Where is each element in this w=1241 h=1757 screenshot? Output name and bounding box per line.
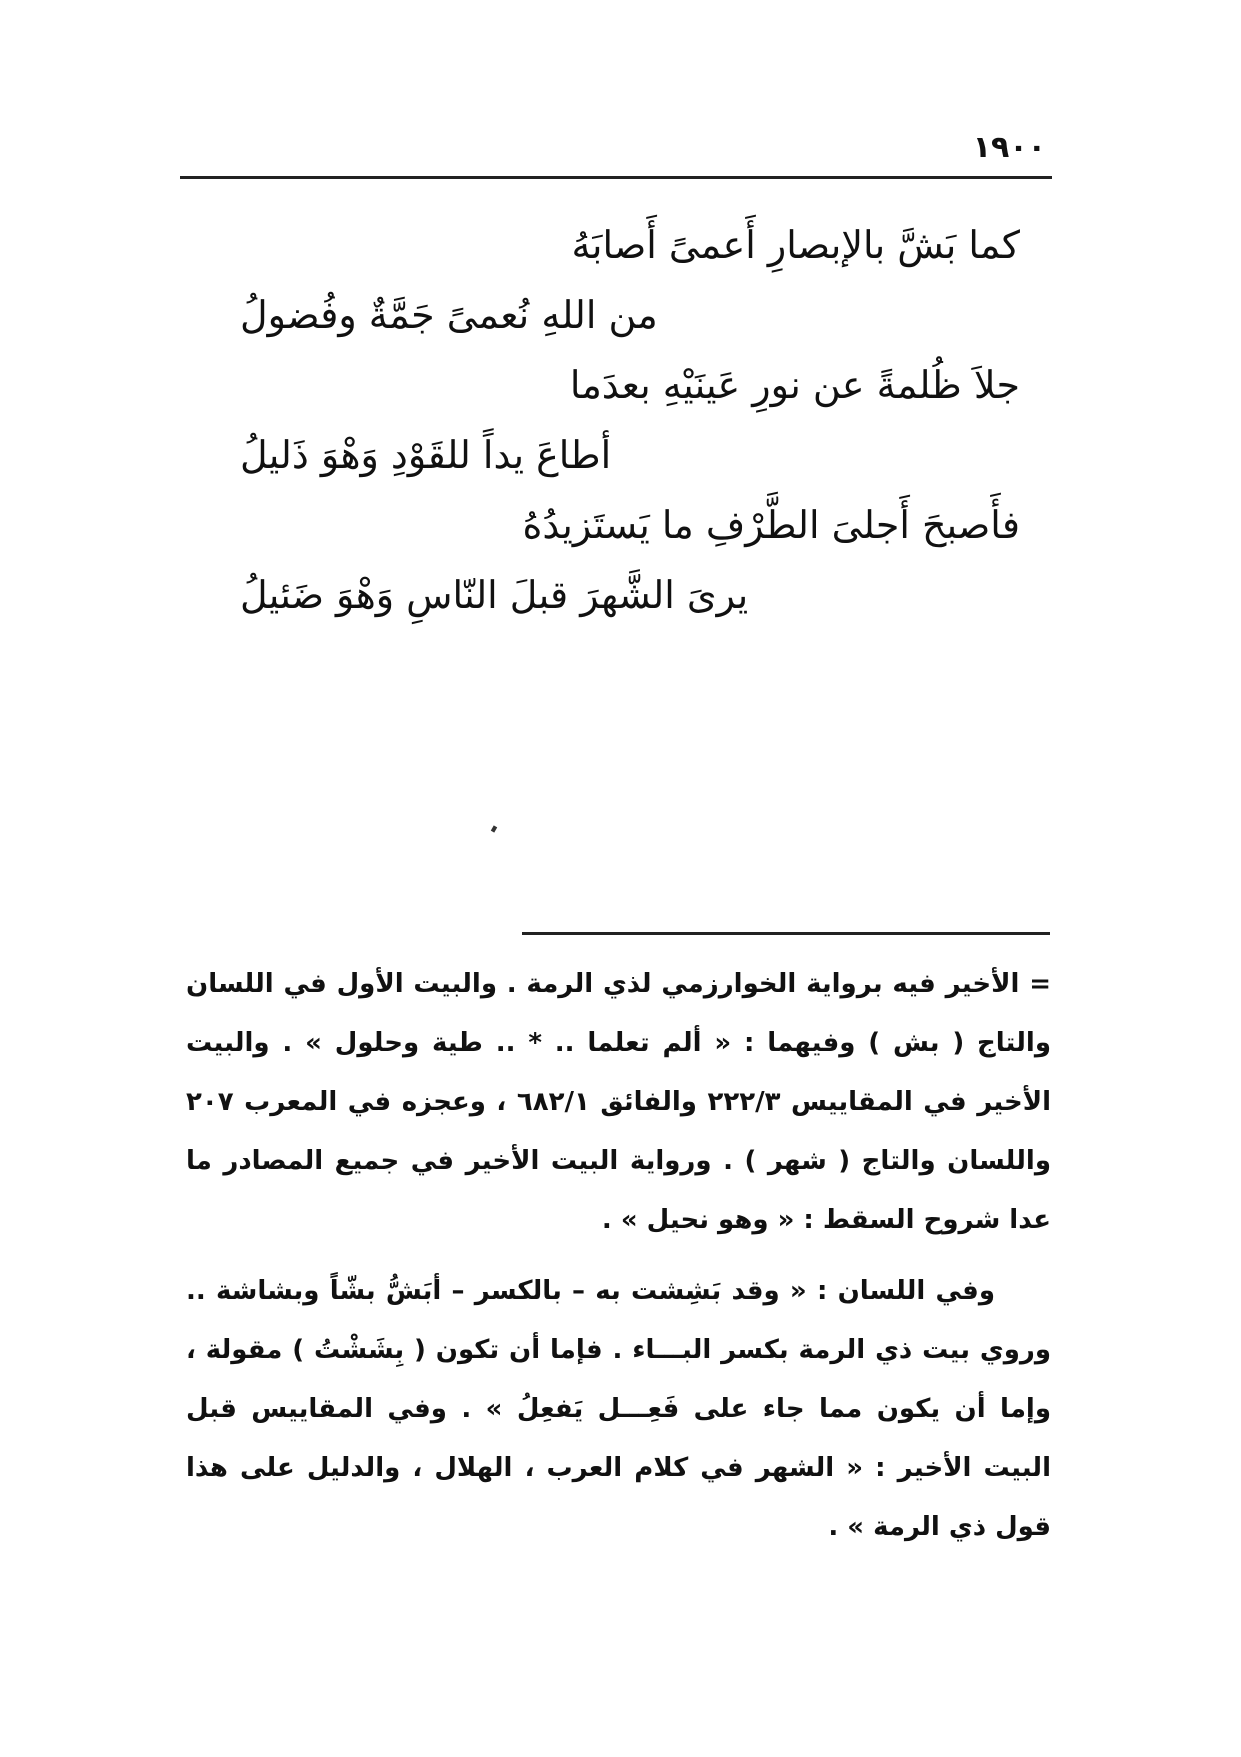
verse-1-first-hemistich: كما بَشَّ بالإبصارِ أَعمىً أَصابَهُ bbox=[571, 223, 1020, 267]
poem-verses bbox=[200, 210, 1020, 630]
verse-2-second-hemistich: أطاعَ يداً للقَوْدِ وَهْوَ ذَليلُ bbox=[240, 433, 612, 477]
page-number: ١٩٠٠ bbox=[972, 130, 1046, 165]
verse-3-second-hemistich: يرىَ الشَّهرَ قبلَ النّاسِ وَهْوَ ضَئيلُ bbox=[240, 573, 749, 617]
footnote bbox=[186, 955, 1051, 1557]
verse-1-second-hemistich: من اللهِ نُعمىً جَمَّةٌ وفُضولُ bbox=[240, 293, 658, 337]
ink-speck bbox=[491, 825, 497, 832]
footnote-paragraph-2: وفي اللسان : « وقد بَشِشت به – بالكسر – أبَشُّ بشّاً وبشاشة .. وروي بيت ذي الرمة بكسر البـــاء . فإما أن تكون ( بِشَشْتُ ) مقولة ، وإما أن يكون مما جاء على فَعِـــل يَفعِلُ » . وفي المقاييس قبل البيت الأخير : « الشهر في كلام العرب ، الهلال ، والدليل على هذا قول ذي الرمة » . bbox=[186, 1276, 1051, 1542]
footnote-rule bbox=[522, 932, 1050, 935]
footnote-paragraph-1: = الأخير فيه برواية الخوارزمي لذي الرمة . والبيت الأول في اللسان والتاج ( بش ) وفيهما : « ألم تعلما .. * .. طية وحلول » . والبيت الأخير في المقاييس ٢٢٢/٣ والفائق ٦٨٢/١ ، وعجزه في المعرب ٢٠٧ واللسان والتاج ( شهر ) . ورواية البيت الأخير في جميع المصادر ما عدا شروح السقط : « وهو نحيل » . bbox=[186, 969, 1051, 1235]
header-rule bbox=[180, 176, 1052, 179]
verse-3-first-hemistich: فأَصبحَ أَجلىَ الطَّرْفِ ما يَستَزيدُهُ bbox=[522, 503, 1020, 547]
verse-2-first-hemistich: جلاَ ظُلمةً عن نورِ عَينَيْهِ بعدَما bbox=[569, 363, 1020, 407]
